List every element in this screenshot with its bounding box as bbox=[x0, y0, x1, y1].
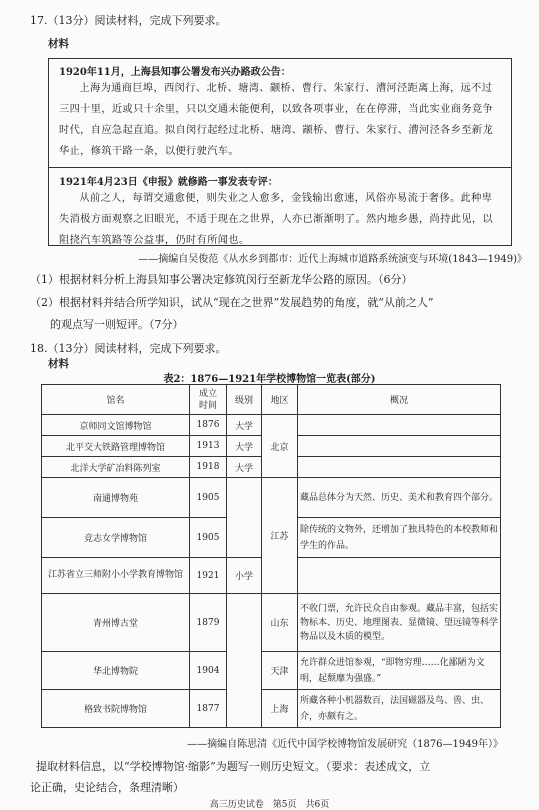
q17-sub1: （1）根据材料分析上海县知事公署决定修筑闵行至新龙华公路的原因。（6分） bbox=[30, 273, 413, 286]
cell-year: 1877 bbox=[190, 690, 227, 728]
q18-header: 18.（13分）阅读材料，完成下列要求。 bbox=[30, 342, 227, 355]
col-header-region: 地区 bbox=[262, 385, 298, 415]
cell-level: 大学 bbox=[227, 457, 262, 478]
cell-name: 北洋大学矿冶料陈列室 bbox=[42, 457, 190, 478]
cell-level bbox=[227, 478, 262, 558]
col-header-level: 级别 bbox=[227, 385, 262, 415]
table-row bbox=[42, 690, 501, 728]
cell-region: 天津 bbox=[262, 652, 298, 690]
cell-year: 1918 bbox=[190, 457, 227, 478]
table-row bbox=[42, 415, 501, 436]
cell-overview bbox=[298, 436, 501, 457]
q18-table-caption: 表2：1876—1921年学校博物馆一览表(部分) bbox=[163, 374, 376, 385]
cell-name: 青州博古堂 bbox=[42, 594, 190, 652]
q18-prompt-line1: 提取材料信息，以“学校博物馆·缩影”为题写一则历史短文。（要求：表述成文，立 bbox=[36, 760, 431, 773]
museum-table bbox=[41, 384, 501, 728]
cell-name: 江苏省立三师附小小学教育博物馆 bbox=[42, 558, 190, 594]
q17-box1-title: 1920年11月，上海县知事公署发布兴办路政公告： bbox=[59, 67, 291, 78]
cell-overview bbox=[298, 415, 501, 436]
cell-name: 竞志女学博物馆 bbox=[42, 518, 190, 558]
cell-region: 上海 bbox=[262, 690, 298, 728]
q18-prompt-line2: 论正确，史论结合，条理清晰） bbox=[30, 781, 184, 794]
cell-name: 华北博物院 bbox=[42, 652, 190, 690]
cell-region: 江苏 bbox=[262, 478, 298, 594]
cell-overview bbox=[298, 558, 501, 594]
q17-box2-title: 1921年4月23日《申报》就修路一事发表专评： bbox=[59, 177, 278, 188]
cell-year: 1905 bbox=[190, 518, 227, 558]
cell-region: 山东 bbox=[262, 594, 298, 652]
cell-level: 小学 bbox=[227, 558, 262, 594]
cell-level: 大学 bbox=[227, 436, 262, 457]
table-row bbox=[42, 652, 501, 690]
table-row bbox=[42, 594, 501, 652]
cell-year: 1921 bbox=[190, 558, 227, 594]
q17-material-box bbox=[48, 58, 512, 246]
q17-material-2 bbox=[49, 168, 511, 251]
cell-name: 南通博物苑 bbox=[42, 478, 190, 518]
q18-material-label: 材料 bbox=[48, 358, 69, 370]
cell-overview: 允许群众进馆参观，“即物穷理……化鄙陋为文明，起颓靡为强盛。” bbox=[298, 652, 501, 690]
cell-overview: 除传统的文物外，还增加了独具特色的本校教师和学生的作品。 bbox=[298, 518, 501, 558]
q17-sub2-line1: （2）根据材料并结合所学知识，试从“现在之世界”发展趋势的角度，就“从前之人” bbox=[30, 296, 434, 309]
cell-year: 1879 bbox=[190, 594, 227, 652]
cell-name: 格致书院博物馆 bbox=[42, 690, 190, 728]
cell-year: 1905 bbox=[190, 478, 227, 518]
q17-box1-text: 上海为通商巨埠，西闵行、北桥、塘湾、颛桥、曹行、朱家行、漕河泾距离上海，远不过三四十里，近或只十余里，只以交通未能便利，以致各项事业，在在停滞，当此实业商务竞争时代，自应急起直追。拟自闵行起经过北桥、塘湾、颛桥、曹行、朱家行、漕河泾各乡至新龙华止，修筑干路一条，以便行驶汽车。 bbox=[59, 83, 494, 157]
q17-source: ——摘编自吴俊范《从水乡到都市：近代上海城市道路系统演变与环境(1843—1949)》 bbox=[138, 254, 527, 265]
cell-overview: 所藏各种小机器数百，法国磁器及鸟、兽、虫、介，亦颇有之。 bbox=[298, 690, 501, 728]
q18-source: ——摘编自陈思清《近代中国学校博物馆发展研究（1876—1949年）》 bbox=[187, 739, 503, 750]
table-header-row bbox=[42, 385, 501, 415]
col-header-overview: 概况 bbox=[298, 385, 501, 415]
cell-year: 1876 bbox=[190, 415, 227, 436]
page-footer: 高三历史试卷 第5页 共6页 bbox=[209, 800, 330, 810]
cell-overview: 不收门票，允许民众自由参观。藏品丰富，包括实物标本、历史、地理图表、显微镜、望远镜等科学物品以及木质的模型。 bbox=[298, 594, 501, 652]
cell-name: 北平交大铁路管理博物馆 bbox=[42, 436, 190, 457]
col-header-name: 馆名 bbox=[42, 385, 190, 415]
cell-year: 1913 bbox=[190, 436, 227, 457]
cell-overview bbox=[298, 457, 501, 478]
col-header-year: 成立 时间 bbox=[190, 385, 227, 415]
cell-level bbox=[227, 594, 262, 728]
cell-level: 大学 bbox=[227, 415, 262, 436]
cell-name: 京师同文馆博物馆 bbox=[42, 415, 190, 436]
cell-overview: 藏品总体分为天然、历史、美术和教育四个部分。 bbox=[298, 478, 501, 518]
q17-box2-text: 从前之人，每谓交通愈便，则失业之人愈多，金钱输出愈速，风俗亦易流于奢侈。此种卑失消极方面观察之旧眼光，不适于现在之世界，人亦已渐渐明了。然内地乡愚，尚持此见，以阻挠汽车筑路等公益事，仍时有所闻也。 bbox=[59, 193, 494, 246]
q17-material-1 bbox=[49, 59, 511, 168]
cell-region: 北京 bbox=[262, 415, 298, 478]
q17-sub2-line2: 的观点写一则短评。（7分） bbox=[50, 318, 184, 331]
q17-material-label: 材料 bbox=[48, 38, 69, 50]
table-row bbox=[42, 478, 501, 518]
cell-year: 1904 bbox=[190, 652, 227, 690]
q17-header: 17.（13分）阅读材料，完成下列要求。 bbox=[30, 14, 227, 27]
